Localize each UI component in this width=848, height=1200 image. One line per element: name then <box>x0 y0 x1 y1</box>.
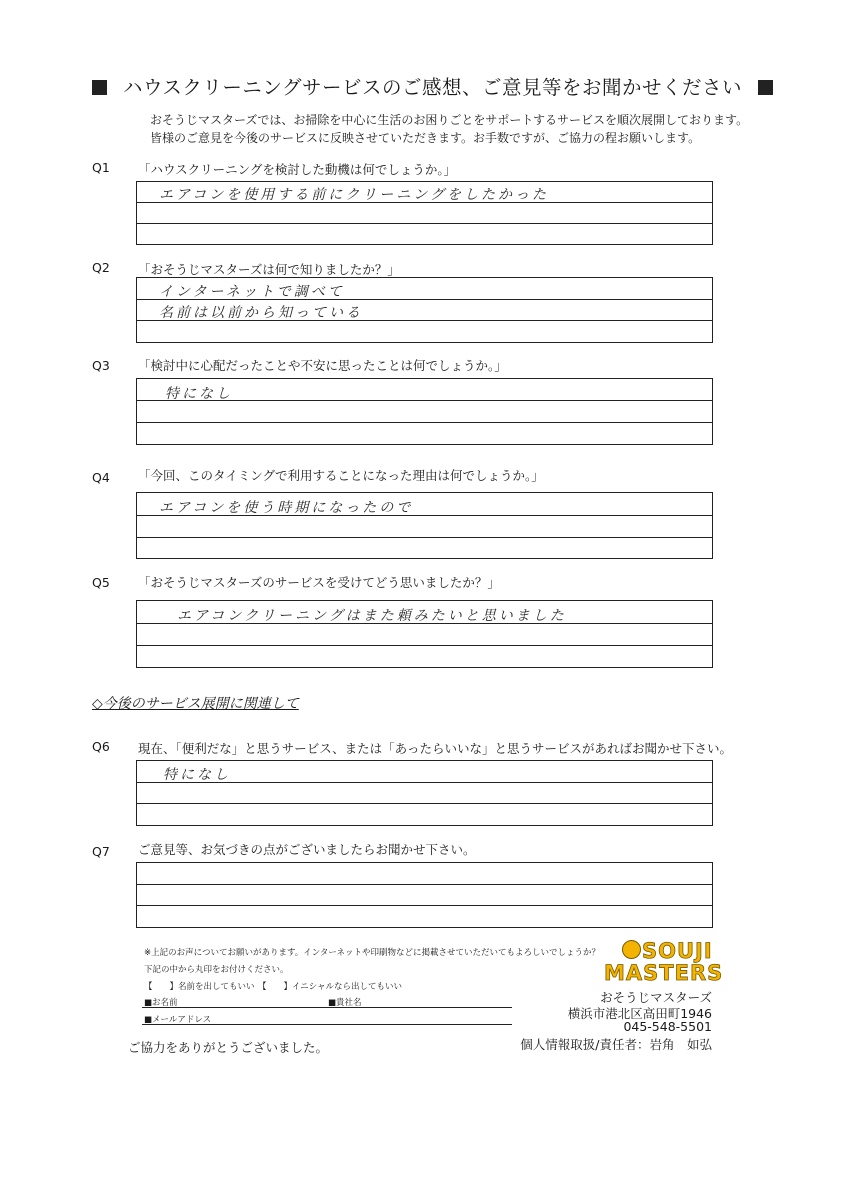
name-field-line[interactable] <box>142 1007 512 1008</box>
option-name-ok[interactable]: 【 】名前を出してもいい <box>144 982 255 992</box>
handwritten-answer: インターネットで調べて <box>159 284 345 300</box>
option-initial-ok[interactable]: 【 】イニシャルなら出してもいい <box>258 982 402 992</box>
company-address: 横浜市港北区高田町1946 <box>567 1006 712 1021</box>
answer-box-q6[interactable] <box>136 760 713 826</box>
answer-box-q2[interactable] <box>136 277 713 343</box>
name-field-label: ■お名前 <box>144 998 178 1008</box>
answer-box-q7[interactable] <box>136 862 713 928</box>
question-text: 現在、「便利だな」と思うサービス、または「あったらいいな」と思うサービスがあればお聞かせ下さい。 <box>138 741 733 756</box>
question-number: Q3 <box>92 358 110 373</box>
question-text: 「今回、このタイミングで利用することになった理由は何でしょうか。」 <box>138 468 544 483</box>
question-text: ご意見等、お気づきの点がございましたらお聞かせ下さい。 <box>138 842 476 857</box>
question-number: Q1 <box>92 160 110 175</box>
intro-line-2: 皆様のご意見を今後のサービスに反映させていただきます。お手数ですが、ご協力の程お願いします。 <box>150 131 701 145</box>
section-heading: ◇今後のサービス展開に関連して <box>92 696 299 712</box>
question-number: Q7 <box>92 844 110 859</box>
question-number: Q2 <box>92 260 110 275</box>
handwritten-answer: 名前は以前から知っている <box>159 305 363 321</box>
handwritten-answer: エアコンを使う時期になったので <box>159 500 414 516</box>
intro-line-1: おそうじマスターズでは、お掃除を中心に生活のお困りごとをサポートするサービスを順次展開しております。 <box>150 113 749 127</box>
company-name: おそうじマスターズ <box>600 990 712 1005</box>
square-bullet-icon <box>92 80 107 95</box>
question-text: 「おそうじマスターズのサービスを受けてどう思いましたか？」 <box>138 575 500 590</box>
privacy-officer: 個人情報取扱/責任者：岩角 如弘 <box>520 1037 712 1052</box>
handwritten-answer: エアコンクリーニングはまた頼みたいと思いました <box>177 608 567 624</box>
answer-box-q5[interactable] <box>136 600 713 668</box>
handwritten-answer: エアコンを使用する前にクリーニングをしたかった <box>159 187 550 203</box>
page-title: ハウスクリーニングサービスのご感想、ご意見等をお聞かせください <box>92 72 782 100</box>
answer-box-q1[interactable] <box>136 181 713 245</box>
question-number: Q5 <box>92 575 110 590</box>
answer-box-q3[interactable] <box>136 378 713 445</box>
handwritten-answer: 特になし <box>165 386 233 402</box>
email-field-line[interactable] <box>142 1024 512 1025</box>
question-number: Q6 <box>92 739 110 754</box>
footer-note: ※上記のお声についてお願いがあります。インターネットや印刷物などに掲載させていただいてもよろしいでしょうか？ <box>144 948 601 958</box>
logo-o-circle <box>622 940 641 959</box>
question-number: Q4 <box>92 470 110 485</box>
question-text: 「検討中に心配だったことや不安に思ったことは何でしょうか。」 <box>138 358 507 373</box>
thanks-message: ご協力をありがとうございました。 <box>128 1040 329 1055</box>
answer-box-q4[interactable] <box>136 492 713 559</box>
email-field-label: ■メールアドレス <box>144 1015 212 1025</box>
footer-note: 下記の中から丸印をお付けください。 <box>144 965 289 975</box>
company-field-label: ■貴社名 <box>328 998 362 1008</box>
question-text: 「ハウスクリーニングを検討した動機は何でしょうか。」 <box>138 162 457 177</box>
company-logo: SOUJI MASTERS <box>604 939 724 985</box>
handwritten-answer: 特になし <box>163 767 231 783</box>
square-bullet-icon <box>758 80 773 95</box>
company-phone: 045-548-5501 <box>623 1019 712 1034</box>
question-text: 「おそうじマスターズは何で知りましたか？」 <box>138 262 400 277</box>
